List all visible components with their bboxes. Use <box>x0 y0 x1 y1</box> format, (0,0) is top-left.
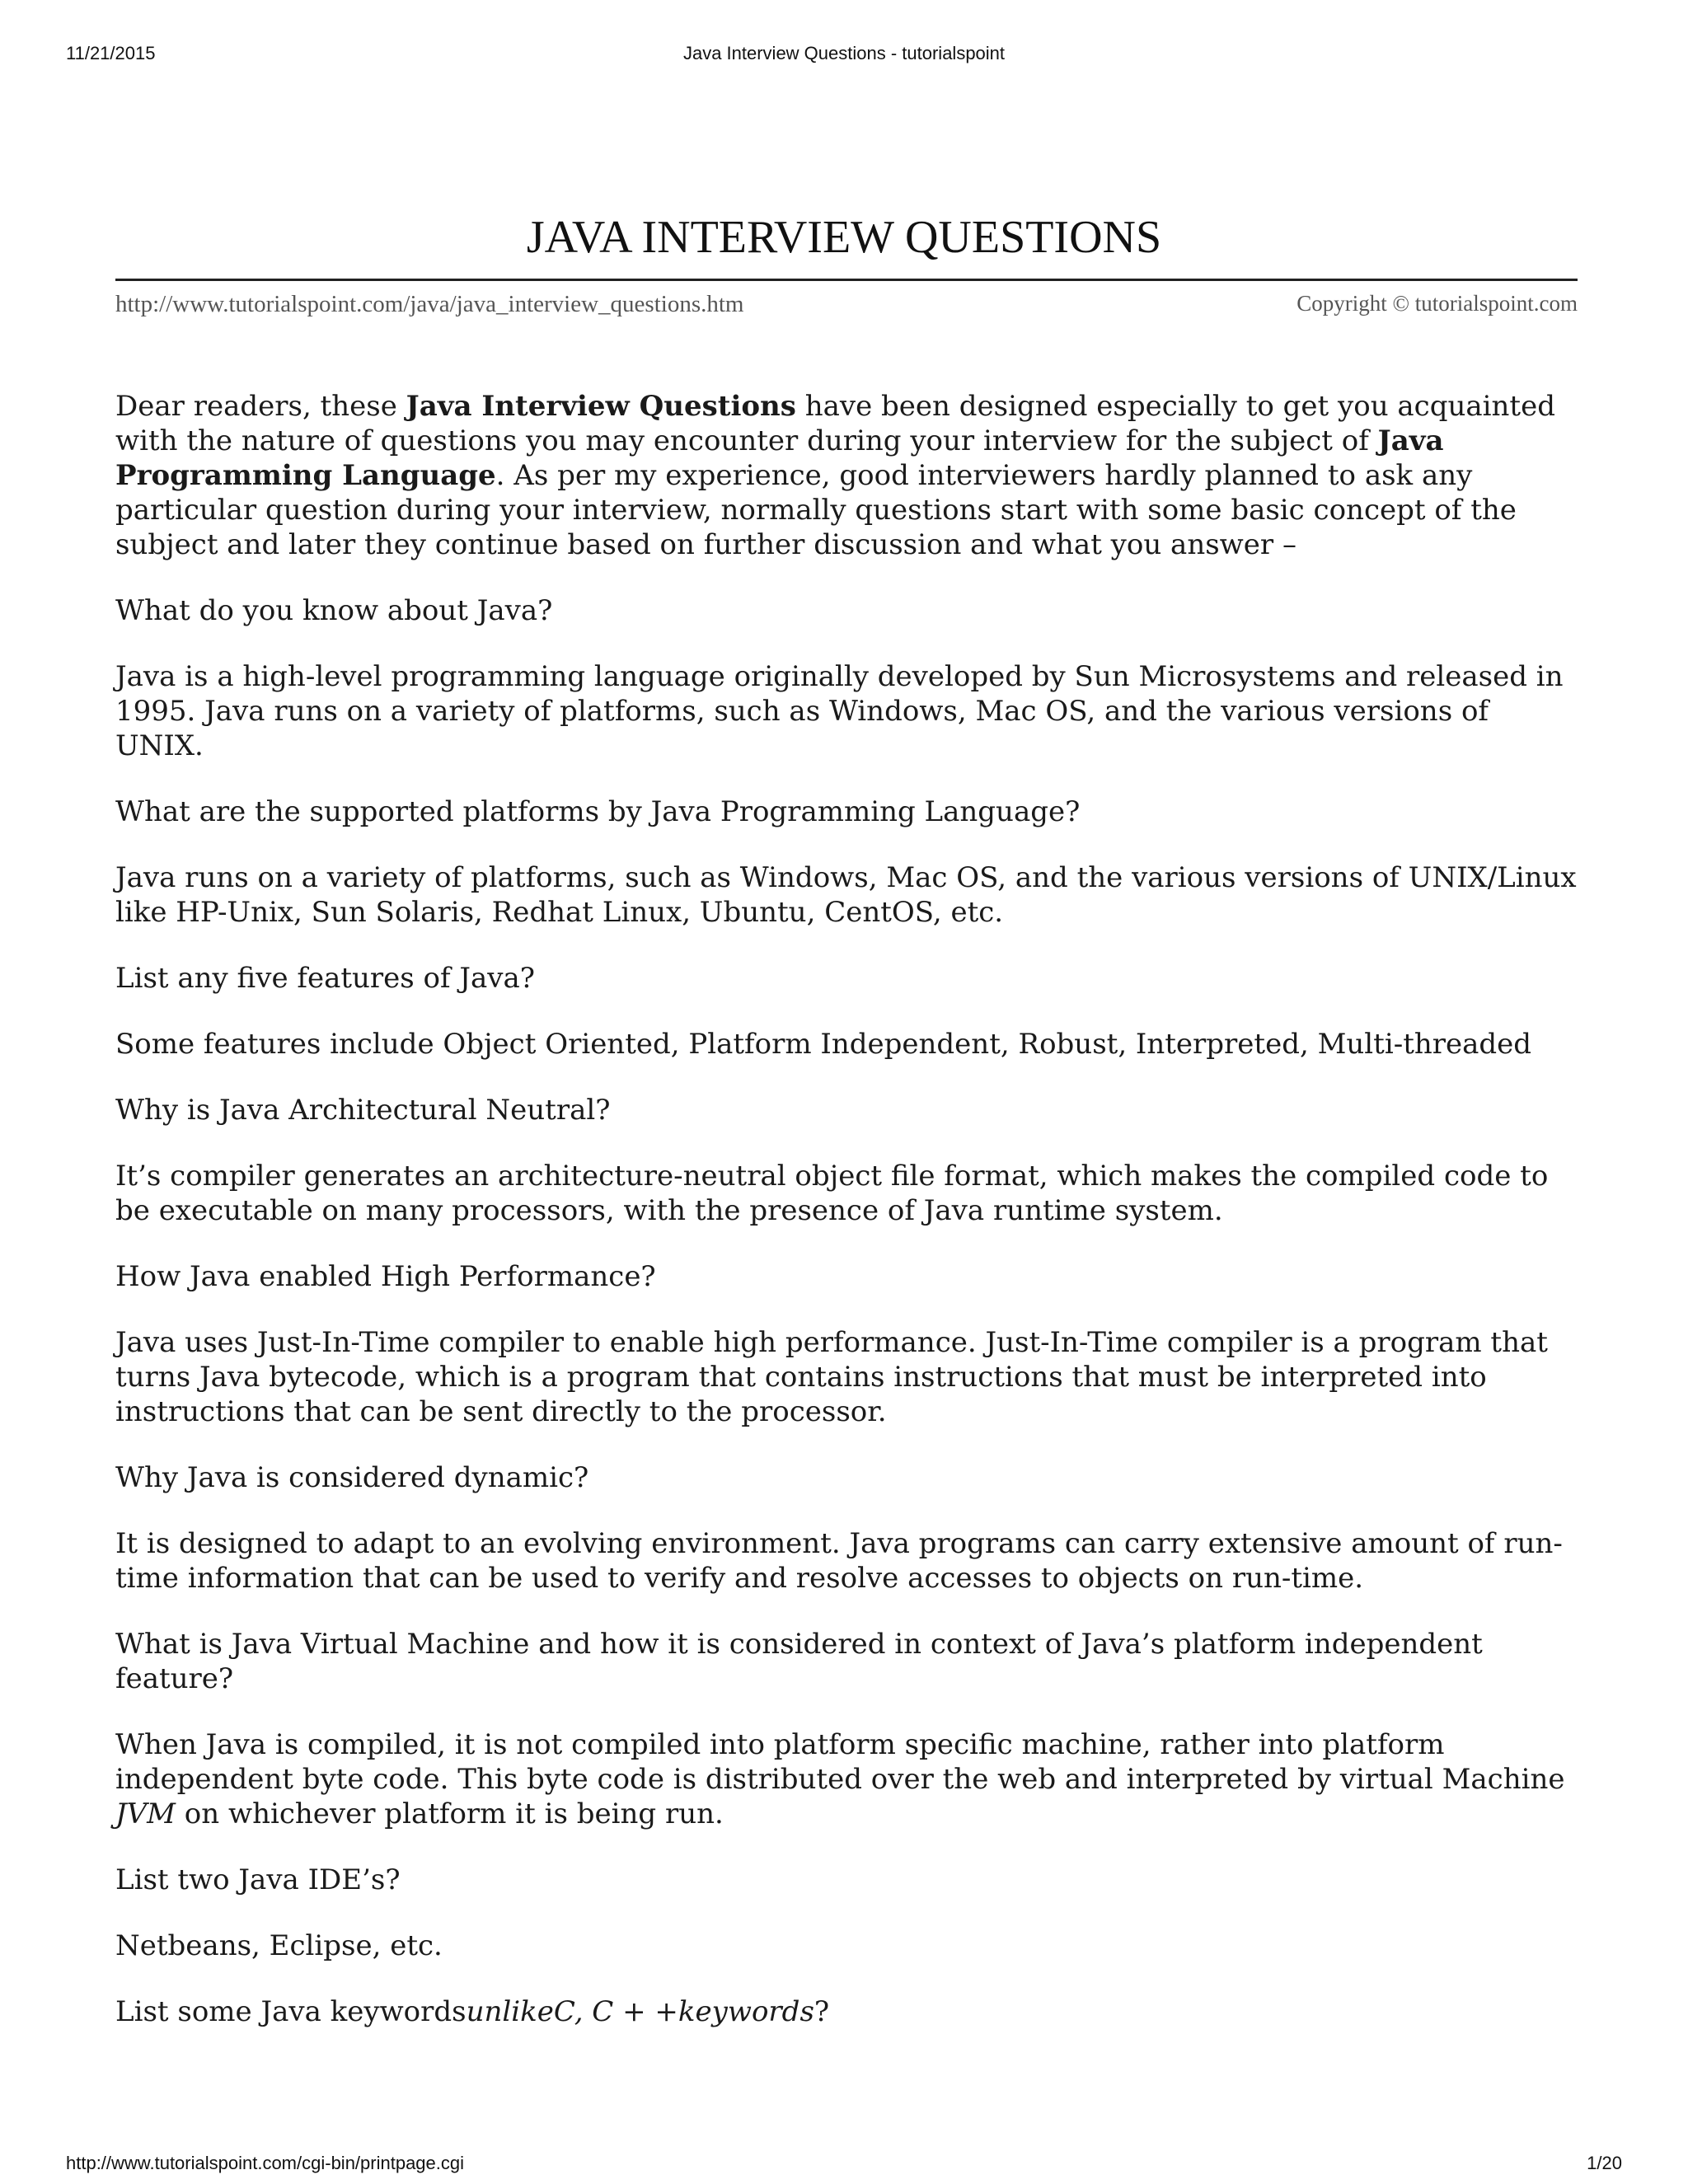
source-url-link[interactable]: http://www.tutorialspoint.com/java/java_interview_questions.htm <box>115 291 744 317</box>
answer: It’s compiler generates an architecture-neutral object file format, which makes the compiled code to be executable on many processors, with the presence of Java runtime system. <box>115 1160 1549 1227</box>
page-number: 1/20 <box>1587 2153 1622 2173</box>
answer: It is designed to adapt to an evolving environment. Java programs can carry extensive amount of run-time information that can be used to verify and resolve accesses to objects on run-time. <box>115 1527 1563 1595</box>
answer: Some features include Object Oriented, Platform Independent, Robust, Interpreted, Multi-threaded <box>115 1028 1532 1061</box>
article-body <box>115 389 1582 2060</box>
question: What are the supported platforms by Java Programming Language? <box>115 795 1081 828</box>
question: What do you know about Java? <box>115 594 553 627</box>
question: Why is Java Architectural Neutral? <box>115 1094 611 1127</box>
question-keywords: List some Java keywordsunlikeC, C + +keywords? <box>115 1995 830 2028</box>
question: Why Java is considered dynamic? <box>115 1461 589 1494</box>
title-divider <box>115 279 1578 281</box>
question: List any five features of Java? <box>115 962 536 995</box>
question: How Java enabled High Performance? <box>115 1260 656 1293</box>
question: List two Java IDE’s? <box>115 1863 401 1896</box>
intro-emphasis-java-interview-questions: Java Interview Questions <box>406 390 796 423</box>
intro-emphasis-java-programming-language: Java Programming Language <box>115 424 1444 492</box>
copyright-notice: Copyright © tutorialspoint.com <box>1296 291 1578 316</box>
math-jvm: JVM <box>115 1797 176 1830</box>
answer: Netbeans, Eclipse, etc. <box>115 1929 443 1962</box>
print-header <box>66 43 1622 68</box>
math-keywords: unlikeC, C + +keywords <box>466 1995 814 2028</box>
document-title: JAVA INTERVIEW QUESTIONS <box>526 212 1162 263</box>
answer-jvm: When Java is compiled, it is not compiled into platform specific machine, rather into platform independent byte code. This byte code is distributed over the web and interpreted by virtual Machine JVM on whichever platform it is being run. <box>115 1728 1565 1830</box>
print-footer-url-link[interactable]: http://www.tutorialspoint.com/cgi-bin/printpage.cgi <box>66 2153 465 2173</box>
answer: Java uses Just-In-Time compiler to enable high performance. Just-In-Time compiler is a program that turns Java bytecode, which is a program that contains instructions that must be interpreted into instructions that can be sent directly to the processor. <box>115 1326 1548 1428</box>
question: What is Java Virtual Machine and how it is considered in context of Java’s platform independent feature? <box>115 1628 1483 1695</box>
print-footer <box>66 2153 1622 2177</box>
answer: Java is a high-level programming language originally developed by Sun Microsystems and released in 1995. Java runs on a variety of platforms, such as Windows, Mac OS, and the various versions of UNIX. <box>115 660 1564 762</box>
print-page-title: Java Interview Questions - tutorialspoint <box>682 43 1006 63</box>
print-date: 11/21/2015 <box>66 43 156 63</box>
intro-paragraph: Dear readers, these Java Interview Questions have been designed especially to get you acquainted with the nature of questions you may encounter during your interview for the subject of Java Programming Language. As per my experience, good interviewers hardly planned to ask any particular question during your interview, normally questions start with some basic concept of the subject and later they continue based on further discussion and what you answer – <box>115 390 1555 561</box>
answer: Java runs on a variety of platforms, such as Windows, Mac OS, and the various versions of UNIX/Linux like HP-Unix, Sun Solaris, Redhat Linux, Ubuntu, CentOS, etc. <box>115 861 1577 929</box>
